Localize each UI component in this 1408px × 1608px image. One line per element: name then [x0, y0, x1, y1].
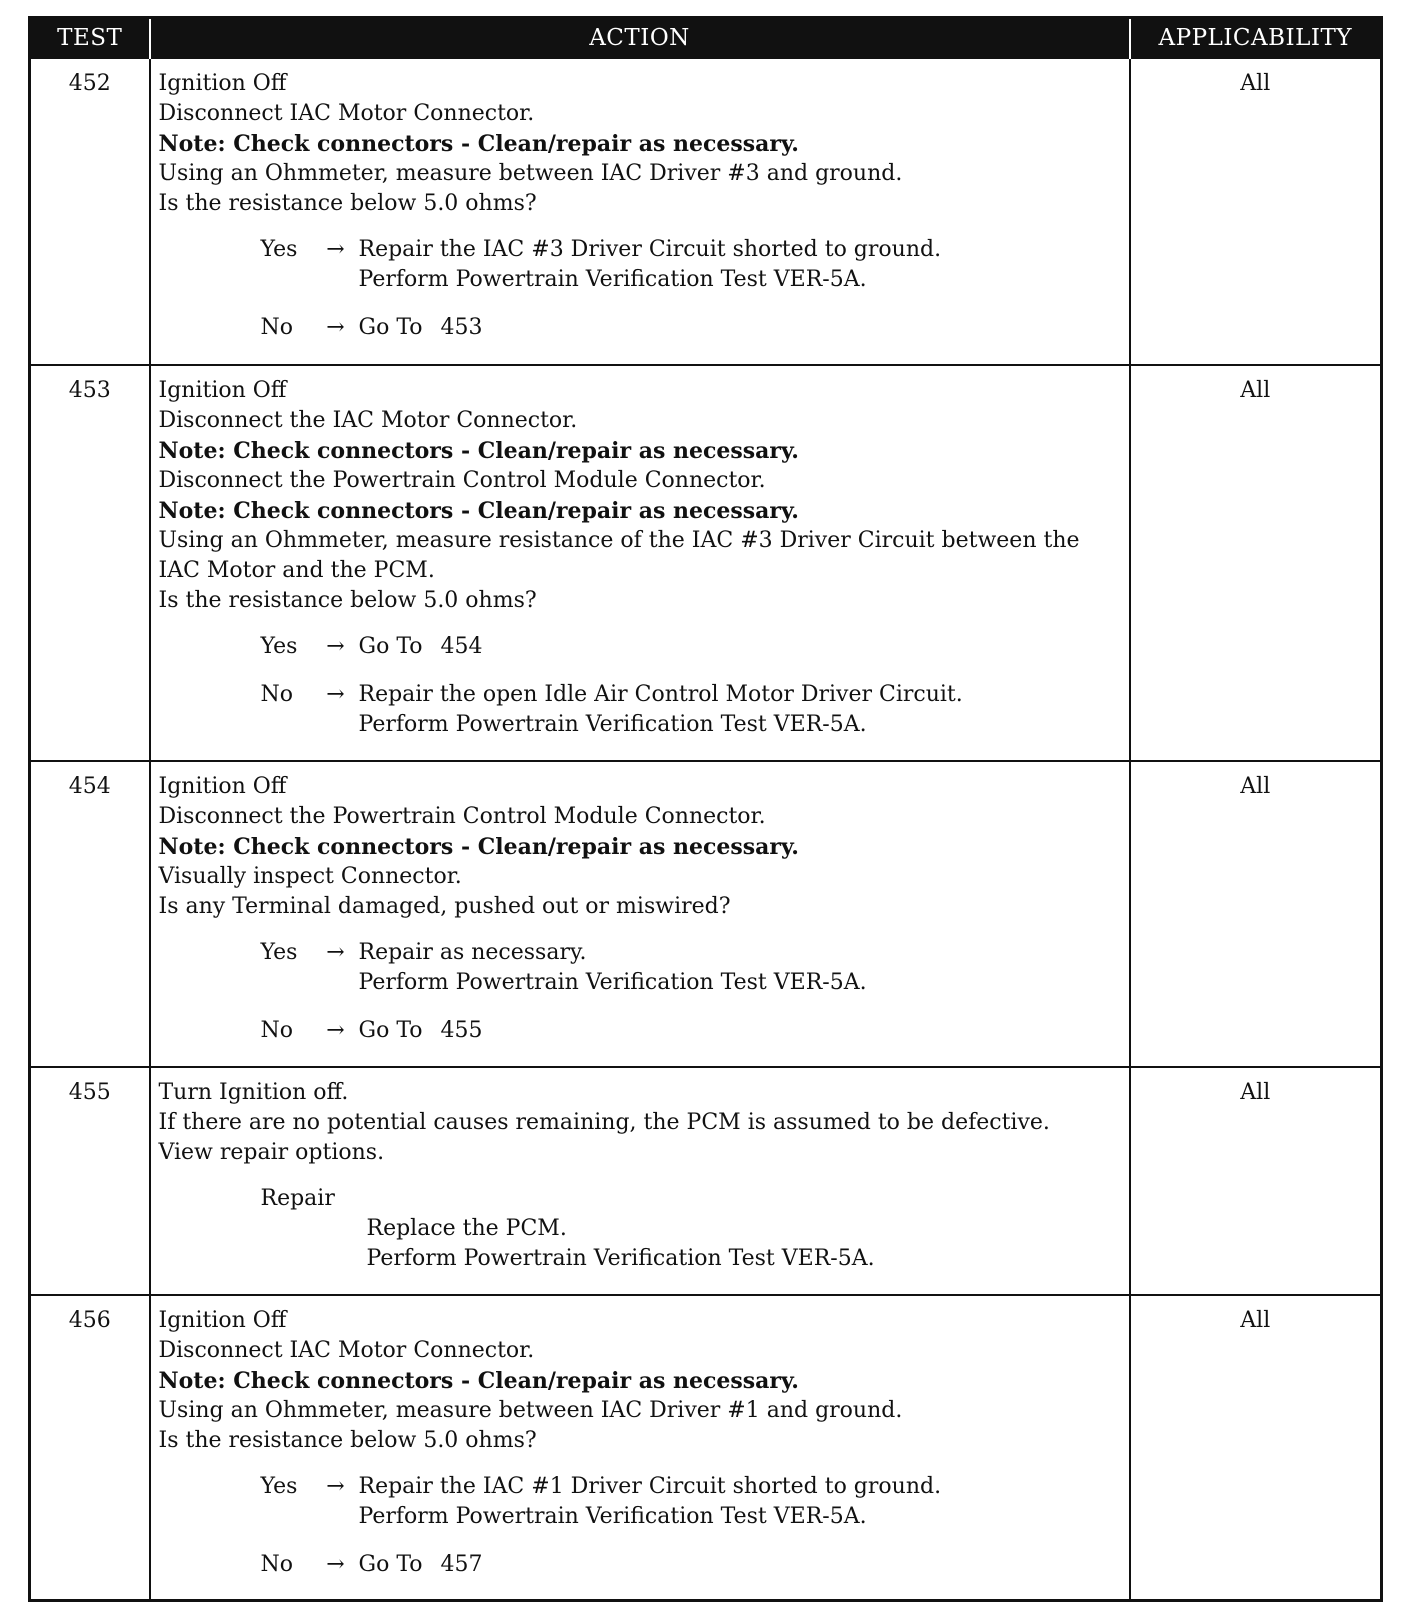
- yes-label: Yes: [260, 237, 298, 262]
- step-line: Ignition Off: [158, 71, 287, 96]
- goto-text: Go To: [358, 1018, 423, 1043]
- header-action: ACTION: [150, 18, 1130, 59]
- no-outcome: [261, 313, 1123, 343]
- goto-test-link[interactable]: 455: [440, 1018, 483, 1043]
- step-line: Ignition Off: [158, 774, 287, 799]
- step-line: Visually inspect Connector.: [158, 864, 462, 889]
- step-line: View repair options.: [158, 1140, 385, 1165]
- yes-result: [359, 1472, 1123, 1532]
- right-arrow-icon: →: [326, 237, 345, 262]
- question-line: Is the resistance below 5.0 ohms?: [158, 191, 537, 216]
- action-cell: [150, 1295, 1130, 1601]
- no-outcome: [261, 1550, 1123, 1580]
- yes-outcome: [261, 1472, 1123, 1532]
- no-result: [359, 680, 1123, 740]
- outcomes: [159, 235, 1123, 343]
- question-line: Is any Terminal damaged, pushed out or miswired?: [158, 894, 731, 919]
- step-line: Turn Ignition off.: [158, 1080, 349, 1105]
- test-row-454: [30, 761, 1382, 1067]
- test-row-452: [30, 58, 1382, 365]
- test-number: 454: [30, 761, 150, 1067]
- applicability-value: All: [1130, 365, 1382, 761]
- right-arrow-icon: →: [326, 634, 345, 659]
- yes-outcome: [261, 632, 1123, 662]
- step-line: Disconnect the Powertrain Control Module Connector.: [158, 468, 766, 493]
- procedure-page: [28, 16, 1380, 1602]
- right-arrow-icon: →: [326, 1552, 345, 1577]
- no-label: No: [260, 1018, 293, 1043]
- right-arrow-icon: →: [326, 315, 345, 340]
- no-label: No: [260, 682, 293, 707]
- step-line: Disconnect IAC Motor Connector.: [158, 1338, 535, 1363]
- header-applicability: APPLICABILITY: [1130, 18, 1382, 59]
- no-result: [359, 313, 1123, 343]
- test-number: 456: [30, 1295, 150, 1601]
- outcomes: [159, 1472, 1123, 1580]
- goto-test-link[interactable]: 453: [440, 315, 483, 340]
- yes-result: [359, 938, 1123, 998]
- note-line: Note: Check connectors - Clean/repair as necessary.: [158, 834, 799, 860]
- goto-text: Go To: [358, 1552, 423, 1577]
- goto-test-link[interactable]: 454: [440, 634, 483, 659]
- step-line: Disconnect the Powertrain Control Module Connector.: [158, 804, 766, 829]
- no-label: No: [260, 315, 293, 340]
- result-line: Perform Powertrain Verification Test VER-5A.: [358, 712, 867, 737]
- result-line: Repair the open Idle Air Control Motor Driver Circuit.: [358, 682, 963, 707]
- note-line: Note: Check connectors - Clean/repair as necessary.: [158, 131, 799, 157]
- right-arrow-icon: →: [326, 940, 345, 965]
- note-line: Note: Check connectors - Clean/repair as necessary.: [158, 498, 799, 524]
- yes-outcome: [261, 235, 1123, 295]
- result-line: Perform Powertrain Verification Test VER-5A.: [358, 267, 867, 292]
- goto-test-link[interactable]: 457: [440, 1552, 483, 1577]
- no-label: No: [260, 1552, 293, 1577]
- right-arrow-icon: →: [326, 1018, 345, 1043]
- repair-step: Replace the PCM.: [366, 1216, 567, 1241]
- no-outcome: [261, 1016, 1123, 1046]
- question-line: Is the resistance below 5.0 ohms?: [158, 588, 537, 613]
- step-line: Using an Ohmmeter, measure between IAC Driver #3 and ground.: [158, 161, 903, 186]
- no-result: [359, 1550, 1123, 1580]
- action-cell: [150, 1067, 1130, 1295]
- result-line: Perform Powertrain Verification Test VER-5A.: [358, 1504, 867, 1529]
- goto-text: Go To: [358, 634, 423, 659]
- yes-result: [359, 632, 1123, 662]
- result-line: Repair the IAC #3 Driver Circuit shorted to ground.: [358, 237, 942, 262]
- goto-text: Go To: [358, 315, 423, 340]
- table-header-row: [30, 18, 1382, 59]
- applicability-value: All: [1130, 58, 1382, 365]
- repair-steps: [261, 1214, 1123, 1274]
- test-row-456: [30, 1295, 1382, 1601]
- step-line: Ignition Off: [158, 1308, 287, 1333]
- note-line: Note: Check connectors - Clean/repair as necessary.: [158, 438, 799, 464]
- result-line: Repair as necessary.: [358, 940, 587, 965]
- result-line: Perform Powertrain Verification Test VER-5A.: [358, 970, 867, 995]
- action-cell: [150, 761, 1130, 1067]
- note-line: Note: Check connectors - Clean/repair as necessary.: [158, 1368, 799, 1394]
- repair-options: [159, 1184, 1123, 1274]
- diagnostic-test-table: [28, 16, 1383, 1602]
- repair-label: Repair: [260, 1186, 335, 1211]
- outcomes: [159, 632, 1123, 740]
- step-line: Disconnect the IAC Motor Connector.: [158, 408, 578, 433]
- yes-outcome: [261, 938, 1123, 998]
- test-number: 455: [30, 1067, 150, 1295]
- applicability-value: All: [1130, 761, 1382, 1067]
- test-row-453: [30, 365, 1382, 761]
- yes-result: [359, 235, 1123, 295]
- action-cell: [150, 365, 1130, 761]
- yes-label: Yes: [260, 1474, 298, 1499]
- question-line: Is the resistance below 5.0 ohms?: [158, 1428, 537, 1453]
- repair-step: Perform Powertrain Verification Test VER-5A.: [366, 1246, 875, 1271]
- no-outcome: [261, 680, 1123, 740]
- applicability-value: All: [1130, 1067, 1382, 1295]
- result-line: Repair the IAC #1 Driver Circuit shorted to ground.: [358, 1474, 942, 1499]
- right-arrow-icon: →: [326, 1474, 345, 1499]
- action-cell: [150, 58, 1130, 365]
- test-number: 453: [30, 365, 150, 761]
- header-test: TEST: [30, 18, 150, 59]
- applicability-value: All: [1130, 1295, 1382, 1601]
- test-number: 452: [30, 58, 150, 365]
- step-line: Ignition Off: [158, 378, 287, 403]
- test-row-455: [30, 1067, 1382, 1295]
- right-arrow-icon: →: [326, 682, 345, 707]
- no-result: [359, 1016, 1123, 1046]
- yes-label: Yes: [260, 634, 298, 659]
- step-line: Using an Ohmmeter, measure between IAC Driver #1 and ground.: [158, 1398, 903, 1423]
- outcomes: [159, 938, 1123, 1046]
- yes-label: Yes: [260, 940, 298, 965]
- step-line: Using an Ohmmeter, measure resistance of the IAC #3 Driver Circuit between the IAC Motor and the PCM.: [158, 528, 1080, 583]
- step-line: Disconnect IAC Motor Connector.: [158, 101, 535, 126]
- step-line: If there are no potential causes remaining, the PCM is assumed to be defective.: [158, 1110, 1050, 1135]
